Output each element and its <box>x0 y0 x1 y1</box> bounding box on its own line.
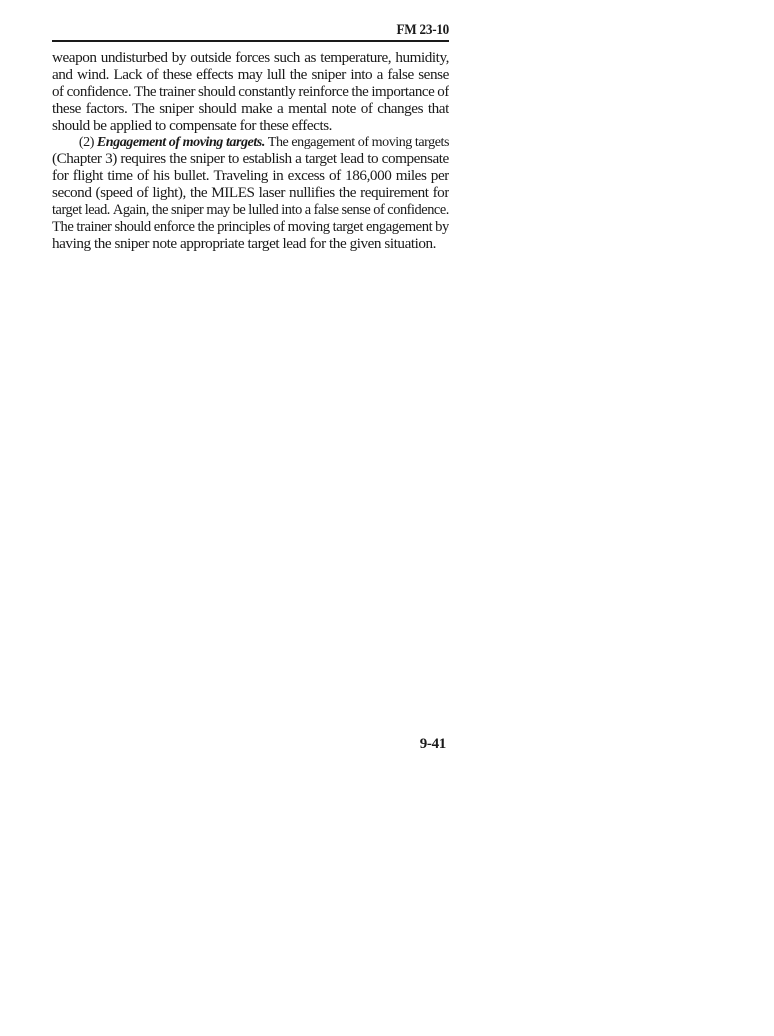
para1-line: of confidence. The trainer should constantly reinforce the importance of <box>52 83 449 100</box>
page-number: 9-41 <box>419 736 446 752</box>
para2-line: for flight time of his bullet. Traveling in excess of 186,000 miles per <box>52 168 449 185</box>
para1-line: these factors. The sniper should make a mental note of changes that <box>52 100 449 117</box>
manual-id: FM 23-10 <box>396 22 449 38</box>
para1-line: and wind. Lack of these effects may lull the sniper into a false sense <box>52 66 449 83</box>
para1-line: should be applied to compensate for these effects. <box>52 117 333 134</box>
para2-line: (Chapter 3) requires the sniper to establish a target lead to compensate <box>52 151 449 168</box>
para2-line: target lead. Again, the sniper may be lulled into a false sense of confidence. <box>52 202 449 219</box>
para2-line: having the sniper note appropriate target lead for the given situation. <box>52 235 437 252</box>
para2-line1-rest: The engagement of moving targets <box>267 134 449 151</box>
para2-first-line <box>52 134 449 151</box>
para1-line: weapon undisturbed by outside forces such as temperature, humidity, <box>52 50 449 66</box>
header-rule <box>52 40 449 42</box>
para2-heading: Engagement of moving targets. <box>96 134 265 151</box>
body-text <box>52 50 449 253</box>
para2-number: (2) <box>78 134 94 151</box>
para2-line: second (speed of light), the MILES laser nullifies the requirement for <box>52 185 449 202</box>
para2-line: The trainer should enforce the principles of moving target engagement by <box>52 218 449 235</box>
